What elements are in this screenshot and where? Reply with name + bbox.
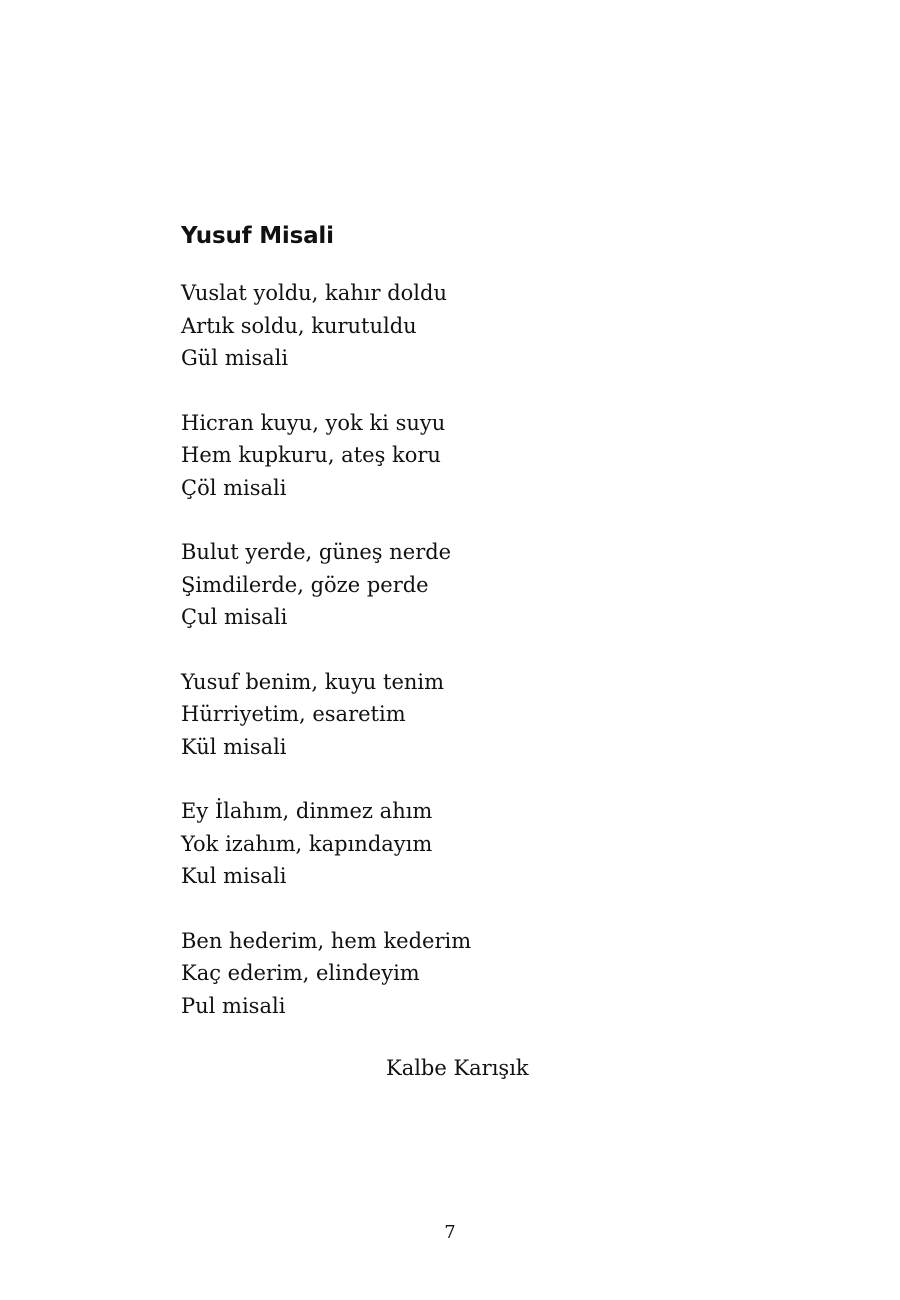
poem-line: Kul misali [181, 864, 287, 888]
stanza-1 [181, 277, 741, 375]
poem-line: Kül misali [181, 734, 287, 759]
poem-signature: Kalbe Karışık [386, 1056, 529, 1080]
stanza-2 [181, 407, 741, 505]
poem-line: Vuslat yoldu, kahır doldu [181, 281, 447, 305]
poem-body [181, 218, 741, 1054]
poem-line: Çul misali [181, 605, 288, 629]
stanza-3 [181, 536, 741, 634]
poem-line: Yok izahım, kapındayım [181, 831, 433, 856]
poem-line: Yusuf benim, kuyu tenim [181, 669, 445, 694]
poem-line: Çöl misali [181, 475, 287, 500]
poem-line: Şimdilerde, göze perde [181, 572, 429, 597]
poem-title: Yusuf Misali [181, 223, 334, 249]
poem-line: Ben hederim, hem kederim [181, 928, 472, 953]
poem-line: Artık soldu, kurutuldu [181, 313, 417, 338]
poem-line: Pul misali [181, 993, 286, 1018]
stanza-4 [181, 666, 741, 764]
poem-line: Hicran kuyu, yok ki suyu [181, 410, 446, 435]
stanza-6 [181, 925, 741, 1023]
poem-line: Hem kupkuru, ateş koru [181, 443, 441, 467]
poem-line: Kaç ederim, elindeyim [181, 961, 420, 985]
poem-line: Bulut yerde, güneş nerde [181, 540, 452, 564]
poem-line: Hürriyetim, esaretim [181, 702, 406, 726]
page-number: 7 [444, 1222, 456, 1243]
poem-line: Ey İlahım, dinmez ahım [181, 799, 433, 823]
poem-line: Gül misali [181, 346, 289, 370]
stanza-5 [181, 795, 741, 893]
